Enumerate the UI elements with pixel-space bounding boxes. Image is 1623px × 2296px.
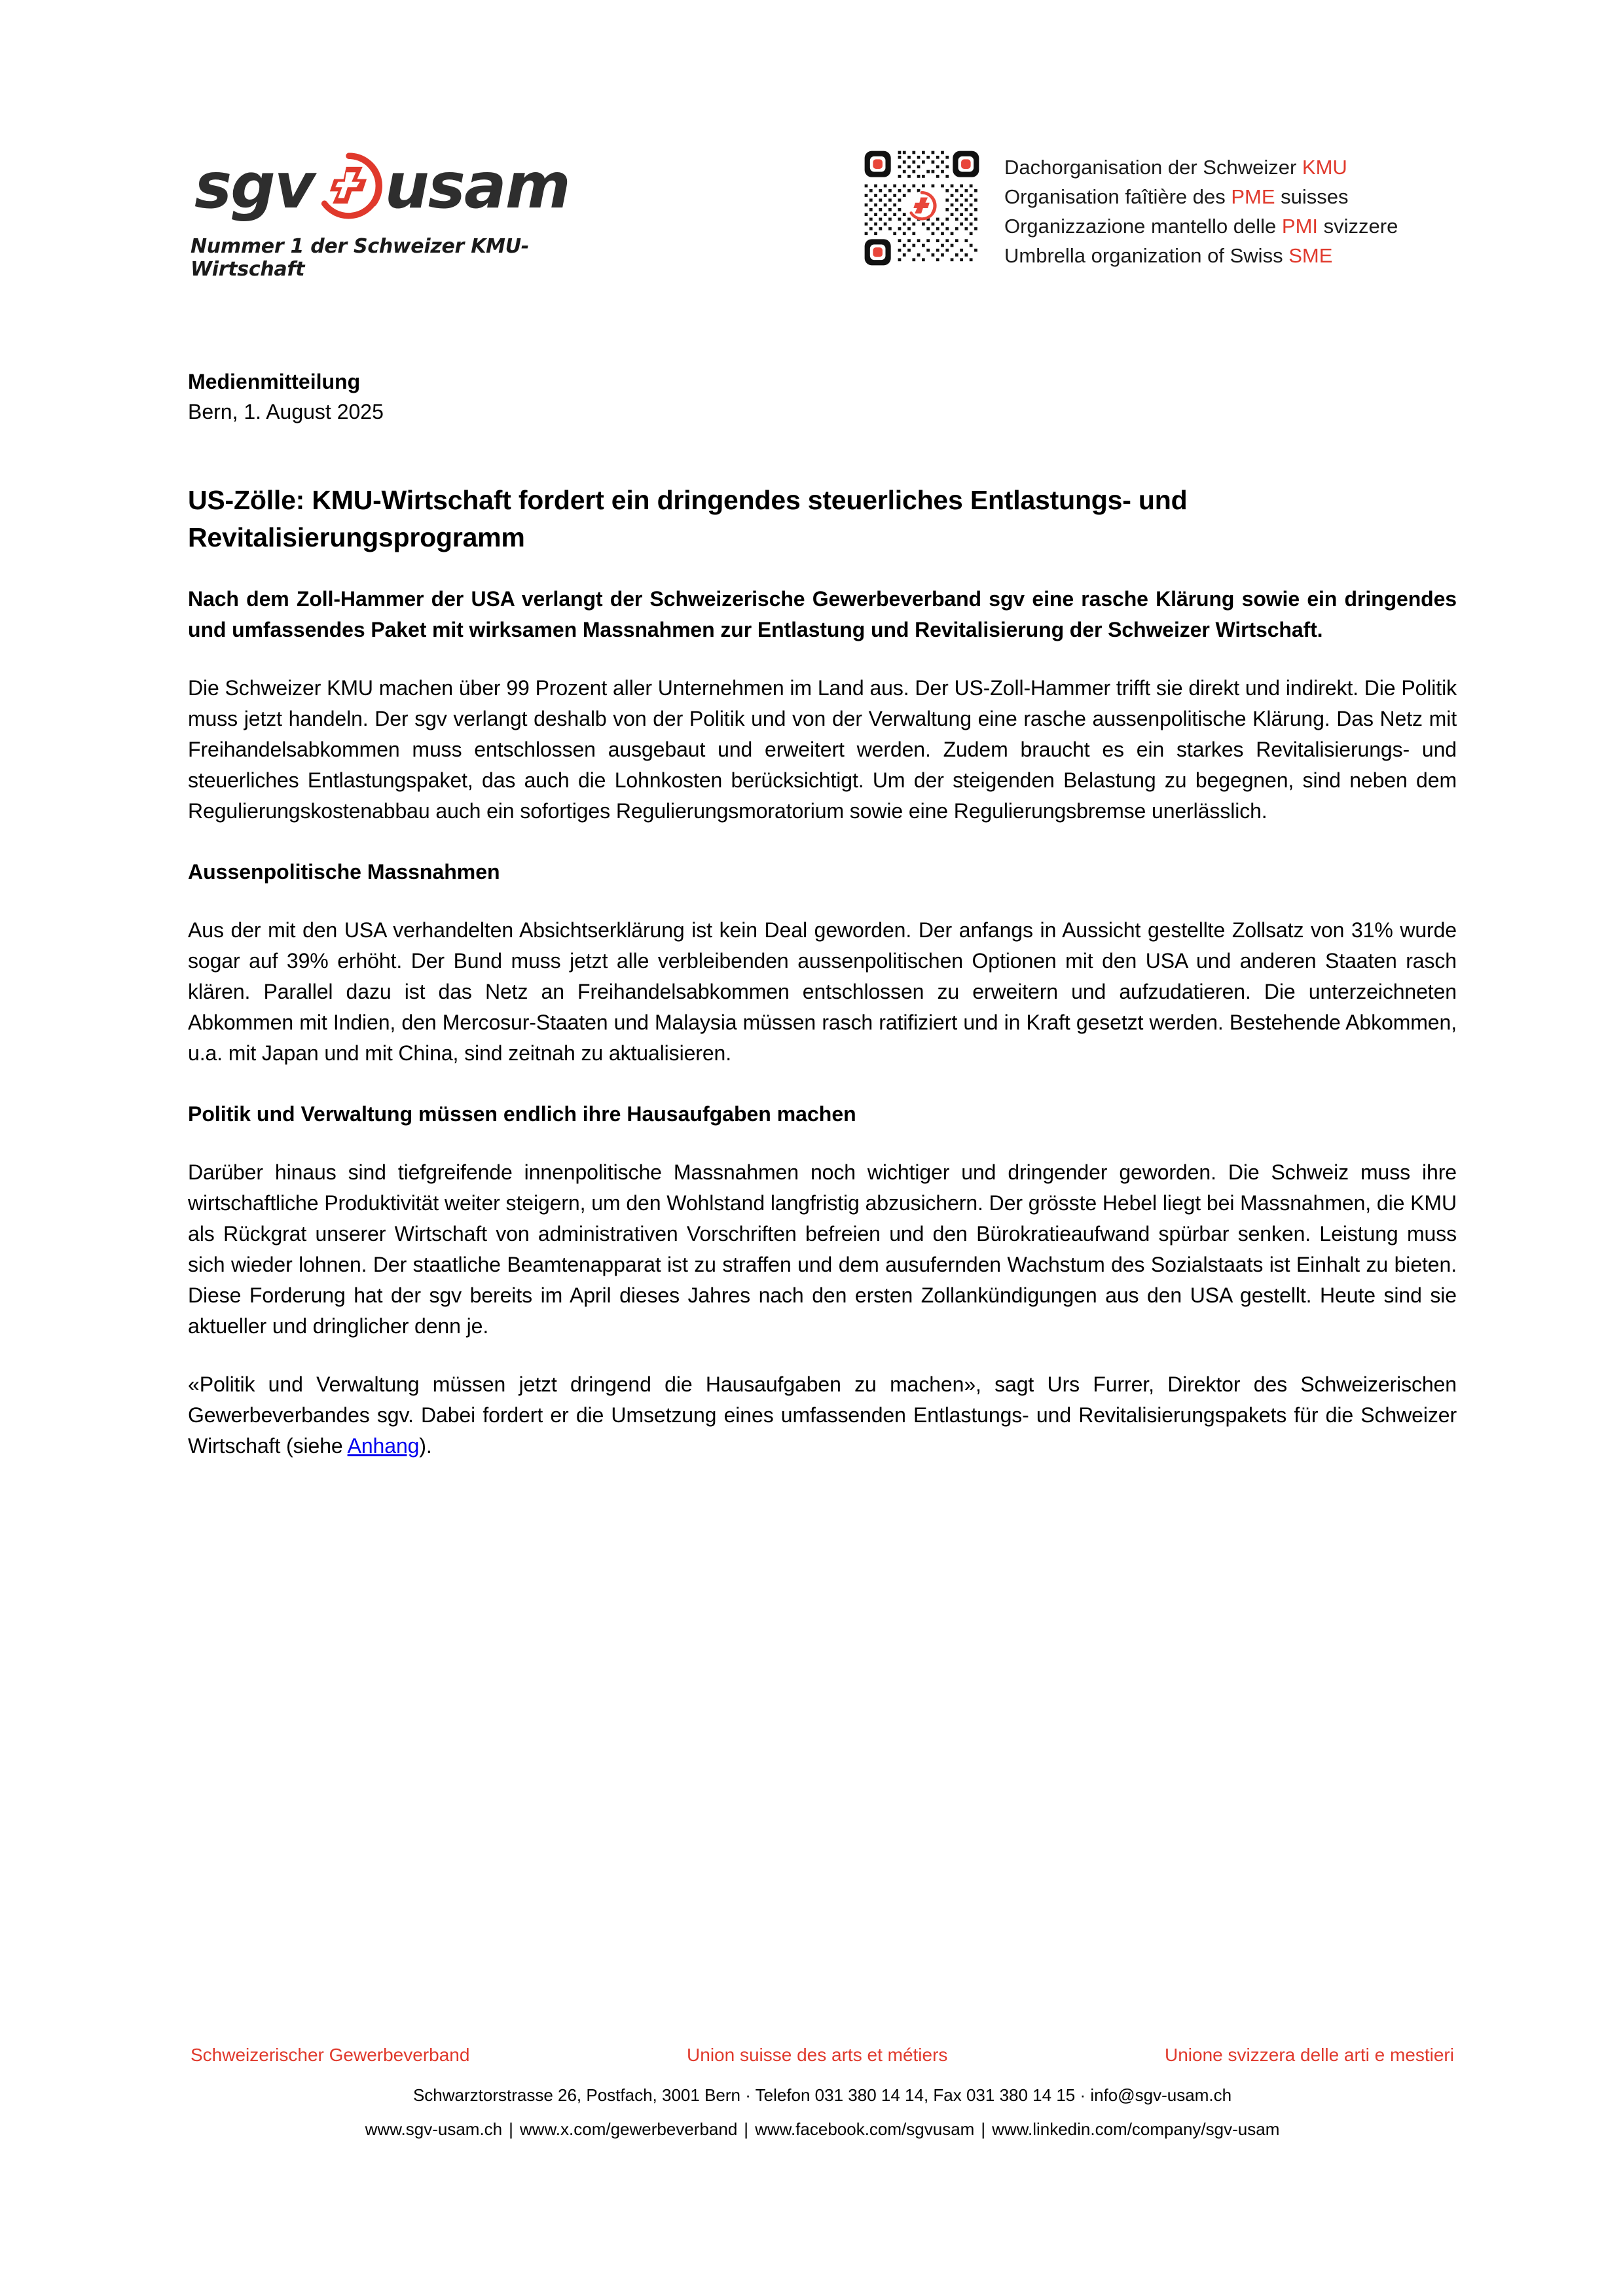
- org-line: [1004, 241, 1398, 270]
- paragraph-4: [188, 1369, 1457, 1462]
- logo-tagline: Nummer 1 der Schweizer KMU-Wirtschaft: [191, 235, 529, 281]
- lead-paragraph: Nach dem Zoll-Hammer der USA verlangt der Schweizerische Gewerbeverband sgv eine rasche Klärung sowie ein dringendes und umfassendes Paket mit wirksamen Massnahmen zur Entlastung und Revitalisierung der Schweizer Wirtschaft.: [188, 587, 1457, 641]
- footer-organization-names: [188, 2042, 1457, 2068]
- footer-link-x[interactable]: www.x.com/gewerbeverband: [519, 2119, 738, 2139]
- footer-link-linkedin[interactable]: www.linkedin.com/company/sgv-usam: [992, 2119, 1280, 2139]
- footer-org-fr: Union suisse des arts et métiers: [687, 2045, 948, 2065]
- org-line-accent: PME: [1231, 185, 1275, 208]
- footer-link-website[interactable]: www.sgv-usam.ch: [365, 2119, 503, 2139]
- place-and-date: Bern, 1. August 2025: [188, 400, 384, 423]
- org-line-suffix: suisses: [1275, 185, 1349, 208]
- org-line-prefix: Organisation faîtière des: [1004, 185, 1231, 208]
- org-line: [1004, 182, 1398, 211]
- org-line-prefix: Umbrella organization of Swiss: [1004, 244, 1289, 267]
- paragraph-4-text-after-link: ).: [419, 1434, 432, 1458]
- section-heading-aussenpolitische-massnahmen: Aussenpolitische Massnahmen: [188, 860, 500, 884]
- paragraph-1: Die Schweizer KMU machen über 99 Prozent aller Unternehmen im Land aus. Der US-Zoll-Hammer trifft sie direkt und indirekt. Die Politik muss jetzt handeln. Der sgv verlangt deshalb von der Politik und von der Verwaltung eine rasche aussenpolitische Klärung. Das Netz mit Freihandelsabkommen muss entschlossen ausgebaut und erweitert werden. Zudem braucht es ein starkes Revitalisierungs- und steuerliches Entlastungspaket, das auch die Lohnkosten berücksichtigt. Um der steigenden Belastung zu begegnen, sind neben dem Regulierungskostenabbau auch ein sofortiges Regulierungsmoratorium sowie eine Regulierungsbremse unerlässlich.: [188, 676, 1457, 823]
- footer-address-line: Schwarztorstrasse 26, Postfach, 3001 Bern · Telefon 031 380 14 14, Fax 031 380 14 15 · info@sgv-usam.ch: [412, 2085, 1232, 2105]
- org-line-suffix: svizzere: [1318, 215, 1398, 238]
- paragraph-3: Darüber hinaus sind tiefgreifende innenpolitische Massnahmen noch wichtiger und dringender geworden. Die Schweiz muss ihre wirtschaftliche Produktivität weiter steigern, um den Wohlstand langfristig abzusichern. Der grösste Hebel liegt bei Massnahmen, die KMU als Rückgrat unserer Wirtschaft von administrativen Vorschriften befreien und den Bürokratieaufwand spürbar senken. Leistung muss sich wieder lohnen. Der staatliche Beamtenapparat ist zu straffen und dem ausufernden Wachstum des Sozialstaats ist Einhalt zu bieten. Diese Forderung hat der sgv bereits im April dieses Jahres nach den ersten Zollankündigungen aus den USA gestellt. Heute sind sie aktueller und dringlicher denn je.: [188, 1160, 1457, 1338]
- org-line-accent: PMI: [1281, 215, 1319, 238]
- footer-link-separator: |: [981, 2119, 986, 2139]
- logo-wordmark: [188, 147, 607, 224]
- org-line: [1004, 211, 1398, 241]
- footer-link-separator: |: [509, 2119, 513, 2139]
- org-line-prefix: Organizzazione mantello delle: [1004, 215, 1282, 238]
- footer-link-facebook[interactable]: www.facebook.com/sgvusam: [755, 2119, 975, 2139]
- document-body: [188, 367, 1457, 1462]
- document-type-label: Medienmitteilung: [188, 370, 361, 393]
- sgv-usam-logo: [188, 147, 607, 281]
- logo-text-usam: usam: [384, 149, 570, 223]
- org-line-prefix: Dachorganisation der Schweizer: [1004, 156, 1302, 179]
- footer-org-it: Unione svizzera delle arti e mestieri: [1165, 2045, 1454, 2065]
- qr-code[interactable]: [862, 149, 981, 268]
- organization-identity-block: [862, 149, 1398, 270]
- paragraph-2: Aus der mit den USA verhandelten Absichtserklärung ist kein Deal geworden. Der anfangs in Aussicht gestellte Zollsatz von 31% wurde sogar auf 39% erhöht. Der Bund muss jetzt alle verbleibenden aussenpolitischen Optionen mit den USA und anderen Staaten rasch klären. Parallel dazu ist das Netz an Freihandelsabkommen entschlossen zu erweitern und aufzudatieren. Die unterzeichneten Abkommen mit Indien, den Mercosur-Staaten und Malaysia müssen rasch ratifiziert und in Kraft gesetzt werden. Bestehende Abkommen, u.a. mit Japan und mit China, sind zeitnah zu aktualisieren.: [188, 918, 1457, 1065]
- logo-text-sgv: sgv: [194, 149, 314, 223]
- org-line-accent: KMU: [1302, 156, 1347, 179]
- section-heading-politik-und-verwaltung: Politik und Verwaltung müssen endlich ihre Hausaufgaben machen: [188, 1102, 856, 1126]
- sgv-swiss-cross-emblem-icon: [315, 152, 383, 220]
- document-header: [188, 147, 1457, 285]
- organization-name-lines: [1004, 149, 1398, 270]
- page-title: US-Zölle: KMU-Wirtschaft fordert ein dringendes steuerliches Entlastungs- und Revitalisierungsprogramm: [188, 485, 1188, 552]
- footer-links-line: [188, 2117, 1457, 2142]
- footer-org-de: Schweizerischer Gewerbeverband: [191, 2045, 470, 2065]
- org-line: [1004, 152, 1398, 182]
- anhang-link[interactable]: Anhang: [347, 1434, 420, 1458]
- paragraph-4-text-before-link: «Politik und Verwaltung müssen jetzt dringend die Hausaufgaben zu machen», sagt Urs Furrer, Direktor des Schweizerischen Gewerbeverbandes sgv. Dabei fordert er die Umsetzung eines umfassenden Entlastungs- und Revitalisierungspakets für die Schweizer Wirtschaft (siehe: [188, 1372, 1457, 1458]
- document-footer: [188, 2042, 1457, 2142]
- org-line-accent: SME: [1288, 244, 1333, 267]
- footer-link-separator: |: [744, 2119, 749, 2139]
